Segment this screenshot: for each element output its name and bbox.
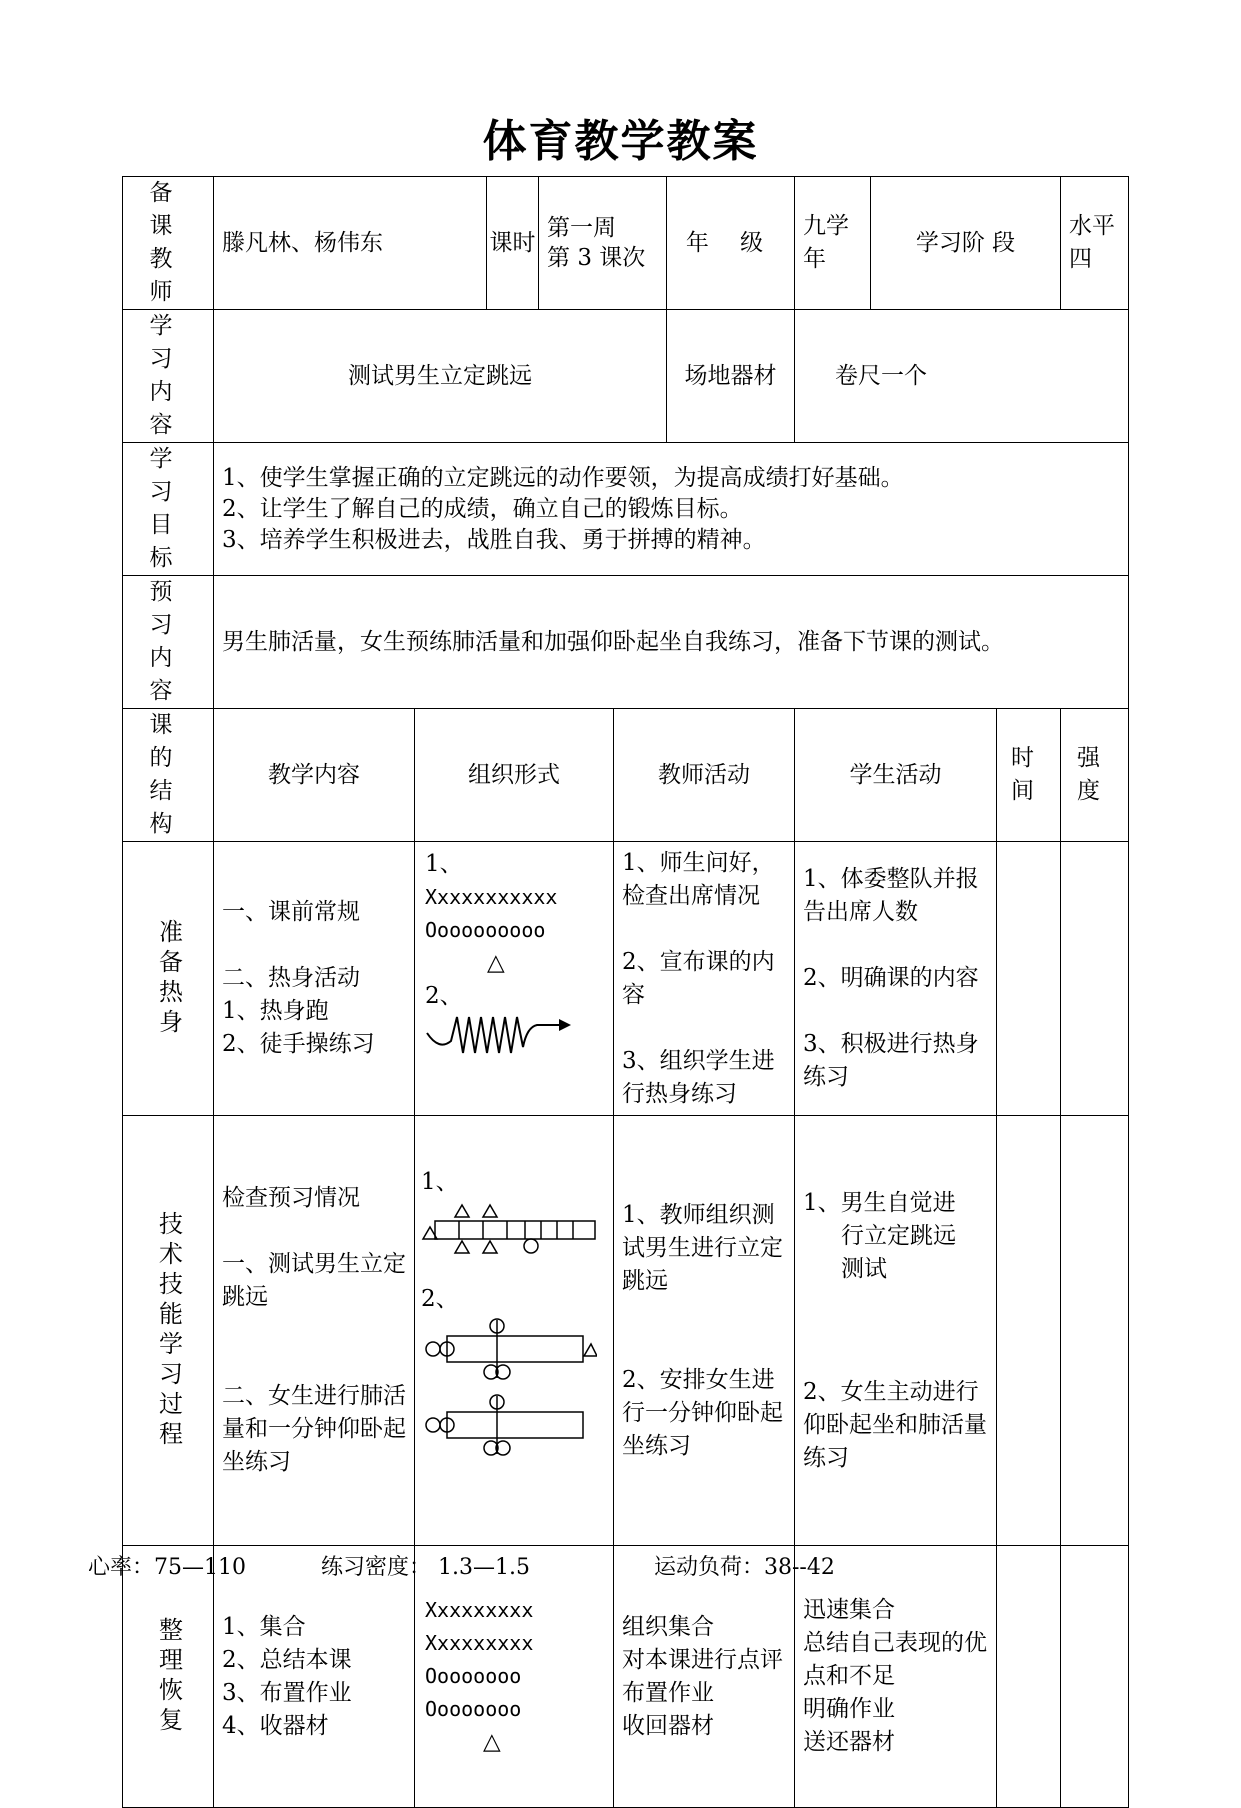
teacher-triangle: △ <box>487 950 505 976</box>
org-row-o: Oooooooooo <box>425 918 546 942</box>
teacher-triangle: △ <box>483 1729 501 1755</box>
content-row <box>123 310 1129 443</box>
prep-teacher-label: 备 课 教 师 <box>123 177 214 310</box>
teaching-content: 检查预习情况 一、测试男生立定跳远 二、女生进行肺活量和一分钟仰卧起坐练习 <box>214 1116 415 1546</box>
goals-row <box>123 443 1129 576</box>
student-spacer <box>803 1286 988 1376</box>
header-row <box>123 177 1129 310</box>
stage-name: 整理恢复 <box>154 1616 183 1737</box>
stage-label <box>123 842 214 1116</box>
student-item-2: 2、女生主动进行仰卧起坐和肺活量练习 <box>803 1378 988 1471</box>
goal-item: 3、培养学生积极进去，战胜自我、勇于拼搏的精神。 <box>222 526 766 553</box>
col-time: 时 间 <box>997 709 1061 842</box>
student-item-1b: 行立定跳远 <box>841 1222 957 1249</box>
heart-rate: 心率：75—110 <box>88 1555 246 1580</box>
page-title: 体育教学教案 <box>482 116 759 167</box>
col-intensity: 强 度 <box>1061 709 1129 842</box>
col-teacher: 教师活动 <box>614 709 795 842</box>
org-row-x: Xxxxxxxxx <box>425 1631 534 1655</box>
teaching-content: 一、课前常规 二、热身活动 1、热身跑 2、徒手操练习 <box>214 842 415 1116</box>
teacher-names: 滕凡林、杨伟东 <box>214 177 487 310</box>
equipment-value: 卷尺一个 <box>795 310 1129 443</box>
stage-value: 水平四 <box>1061 177 1129 310</box>
col-organization: 组织形式 <box>415 709 614 842</box>
preview-row <box>123 576 1129 709</box>
time-cell <box>997 1116 1061 1546</box>
lesson-week: 第一周 <box>547 215 617 241</box>
student-activity: 迅速集合 总结自己表现的优点和不足 明确作业 送还器材 <box>795 1546 997 1808</box>
section-warmup <box>123 842 1129 1116</box>
org-label-2: 2、 <box>425 983 463 1009</box>
org-label-1: 1、 <box>421 1168 459 1195</box>
student-item-1a: 1、男生自觉进 <box>803 1189 956 1216</box>
student-activity <box>795 1116 997 1546</box>
student-item-1c: 测试 <box>841 1255 888 1282</box>
goal-item: 1、使学生掌握正确的立定跳远的动作要领，为提高成绩打好基础。 <box>222 464 904 491</box>
goals-label: 学 习 目 标 <box>123 443 214 576</box>
stage-name: 准备热身 <box>154 918 183 1039</box>
org-row-x: Xxxxxxxxxxx <box>425 885 558 909</box>
org-label-1: 1、 <box>425 851 463 877</box>
study-content-value: 测试男生立定跳远 <box>214 310 667 443</box>
stage-label <box>123 1116 214 1546</box>
stage-label: 学习阶 段 <box>871 177 1061 310</box>
goal-item: 2、让学生了解自己的成绩，确立自己的锻炼目标。 <box>222 495 743 522</box>
long-jump-diagram <box>421 1199 597 1259</box>
intensity-cell <box>1061 1116 1129 1546</box>
stage-name: 技术技能学习过程 <box>154 1210 183 1451</box>
teaching-content: 1、集合 2、总结本课 3、布置作业 4、收器材 <box>214 1546 415 1808</box>
footer-metrics <box>88 1551 1188 1585</box>
goals-list <box>214 443 1129 576</box>
col-student: 学生活动 <box>795 709 997 842</box>
warmup-run-diagram <box>425 1007 585 1059</box>
org-row-x: Xxxxxxxxx <box>425 1598 534 1622</box>
intensity-cell <box>1061 842 1129 1116</box>
study-content-label: 学 习 内 容 <box>123 310 214 443</box>
organization-diagram <box>415 1116 614 1546</box>
teacher-activity: 组织集合 对本课进行点评 布置作业 收回器材 <box>614 1546 795 1808</box>
teacher-activity: 1、师生问好，检查出席情况 2、宣布课的内容 3、组织学生进行热身练习 <box>614 842 795 1116</box>
lesson-number: 第 3 课次 <box>547 245 646 271</box>
org-label-2: 2、 <box>421 1285 459 1312</box>
lesson-value <box>539 177 667 310</box>
exercise-load: 运动负荷：38--42 <box>654 1555 835 1580</box>
preview-label: 预 习 内 容 <box>123 576 214 709</box>
situp-diagram <box>421 1316 597 1486</box>
grade-label: 年 级 <box>667 177 795 310</box>
org-row-o: Oooooooo <box>425 1697 522 1721</box>
grade-value: 九学年 <box>795 177 871 310</box>
teacher-activity: 1、教师组织测试男生进行立定跳远 2、安排女生进行一分钟仰卧起坐练习 <box>614 1116 795 1546</box>
student-activity: 1、体委整队并报告出席人数 2、明确课的内容 3、积极进行热身练习 <box>795 842 997 1116</box>
time-cell <box>997 842 1061 1116</box>
col-structure: 课 的 结 构 <box>123 709 214 842</box>
preview-value: 男生肺活量，女生预练肺活量和加强仰卧起坐自我练习，准备下节课的测试。 <box>214 576 1129 709</box>
equipment-label: 场地器材 <box>667 310 795 443</box>
organization-diagram <box>415 842 614 1116</box>
col-content: 教学内容 <box>214 709 415 842</box>
column-header-row <box>123 709 1129 842</box>
practice-density: 练习密度： 1.3—1.5 <box>321 1555 530 1580</box>
org-row-o: Oooooooo <box>425 1664 522 1688</box>
lesson-label: 课时 <box>487 177 539 310</box>
section-skill <box>123 1116 1129 1546</box>
